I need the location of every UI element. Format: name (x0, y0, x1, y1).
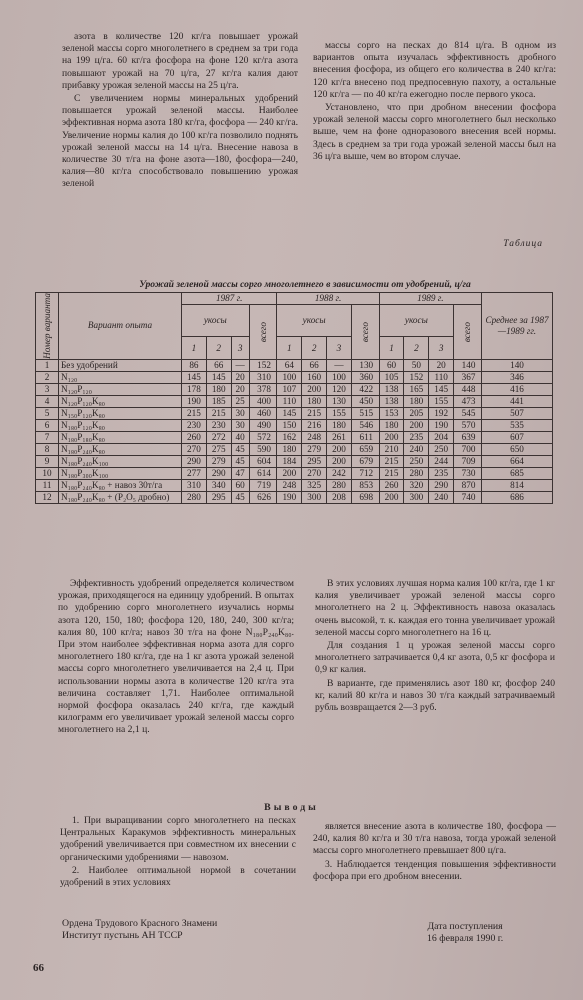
average-cell: 416 (482, 383, 553, 395)
yield-cell: 200 (302, 383, 327, 395)
yield-cell: 47 (231, 467, 249, 479)
variant-cell: N₁₈₀P₂₄₀K₈₀ + навоз 30т/га (59, 479, 182, 491)
yield-cell: 626 (249, 491, 277, 503)
yield-cell: 590 (249, 443, 277, 455)
paragraph: Для создания 1 ц урожая зеленой массы сорго многолетнего затрачивается 0,4 кг азота, 0,5 кг фосфора и 0,9 кг калия. (315, 640, 555, 676)
conclusion-item: 2. Наиболее оптимальной нормой в сочетании удобрений в этих условиях (60, 864, 296, 889)
average-cell: 686 (482, 491, 553, 503)
yield-cell: 200 (327, 455, 352, 467)
variant-cell: N₁₈₀P₂₄₀K₈₀ (59, 443, 182, 455)
yield-cell: 325 (302, 479, 327, 491)
header-cut-number: 2 (206, 337, 231, 360)
header-cut-number: 1 (182, 337, 207, 360)
institute-line: Институт пустынь АН ТССР (62, 930, 183, 941)
header-total: всего (351, 305, 379, 360)
yield-cell: 200 (327, 443, 352, 455)
yield-cell: 20 (429, 359, 454, 371)
average-cell: 607 (482, 431, 553, 443)
yield-cell: 279 (302, 443, 327, 455)
yield-cell: 448 (454, 383, 482, 395)
yield-cell: 30 (231, 407, 249, 419)
paragraph: Установлено, что при дробном внесении фосфора урожай зеленой массы сорго многолетнего был несколько выше, чем на фоне одноразового внесения всей нормы. Здесь в среднем за три года урожай зеленой массы был на 36 ц/га выше, чем во втором случае. (313, 102, 556, 162)
yield-cell: 490 (249, 419, 277, 431)
yield-cell: 145 (206, 371, 231, 383)
table-title: Урожай зеленой массы сорго многолетнего в зависимости от удобрений, ц/га (139, 279, 471, 290)
yield-cell: 378 (249, 383, 277, 395)
header-cut-number: 2 (302, 337, 327, 360)
yield-cell: 178 (182, 383, 207, 395)
yield-cell: 138 (379, 395, 404, 407)
yield-cell: 110 (277, 395, 302, 407)
header-year-1989: 1989 г. (379, 293, 481, 305)
conclusions-column-right (313, 821, 556, 884)
yield-cell: 190 (182, 395, 207, 407)
yield-cell: 190 (429, 419, 454, 431)
yield-cell: 107 (277, 383, 302, 395)
yield-cell: 200 (379, 431, 404, 443)
variant-cell: N₁₂₀ (59, 371, 182, 383)
variant-cell: N₁₈₀P₂₄₀K₈₀ + (P₂O₅ дробно) (59, 491, 182, 503)
yield-cell: 184 (277, 455, 302, 467)
yield-cell: 130 (351, 359, 379, 371)
yield-cell: 422 (351, 383, 379, 395)
header-cut-number: 2 (404, 337, 429, 360)
yield-cell: 639 (454, 431, 482, 443)
yield-cell: 611 (351, 431, 379, 443)
yield-cell: 242 (327, 467, 352, 479)
yield-cell: 130 (327, 395, 352, 407)
yield-cell: 250 (404, 455, 429, 467)
yield-cell: 250 (429, 443, 454, 455)
yield-cell: 138 (379, 383, 404, 395)
yield-cell: 261 (327, 431, 352, 443)
variant-number-cell: 2 (36, 371, 59, 383)
institute-affiliation (62, 918, 217, 942)
yield-cell: 260 (182, 431, 207, 443)
header-total: всего (454, 305, 482, 360)
yield-cell: 235 (404, 431, 429, 443)
yield-cell: 204 (429, 431, 454, 443)
yield-cell: 698 (351, 491, 379, 503)
yield-cell: 230 (206, 419, 231, 431)
yield-cell: 216 (302, 419, 327, 431)
paragraph: С увеличением нормы минеральных удобрений повышается урожай зеленой массы. Наиболее эффективная норма азота 180 кг/га, фосфора — 240 кг/га. Увеличение нормы калия до 100 кг/га позволило поднять урожай зеленой массы на 14 ц/га. Внесение навоза в количестве 30 т/га на фоне азота—180, фосфора—240, калия—80 кг/га способствовало повышению урожая зеленой (62, 93, 298, 190)
average-cell: 664 (482, 455, 553, 467)
yield-cell: — (231, 359, 249, 371)
yield-cell: 45 (231, 455, 249, 467)
variant-number-cell: 7 (36, 431, 59, 443)
yield-cell: 145 (429, 383, 454, 395)
yield-cell: 215 (379, 455, 404, 467)
paragraph: массы сорго на песках до 814 ц/га. В одном из вариантов опыта изучалась эффективность дробного внесения фосфора, из общего его количества в 240 кг/га: 120 кг/га внесено под предпосевную пахоту, а остальные 120 кг/га — по 40 кг/га ежегодно после первого укоса. (313, 40, 556, 100)
paragraph: В варианте, где применялись азот 180 кг, фосфор 240 кг, калий 80 кг/га и навоз 30 т/га каждый затрачиваемый рубль возвращается 2—3 руб. (315, 677, 555, 714)
yield-cell: 340 (206, 479, 231, 491)
yield-cell: 679 (351, 455, 379, 467)
yield-cell: 152 (249, 359, 277, 371)
yield-cell: 180 (302, 395, 327, 407)
yield-cell: 152 (404, 371, 429, 383)
yield-cell: 160 (302, 371, 327, 383)
average-cell: 650 (482, 443, 553, 455)
yield-cell: 310 (182, 479, 207, 491)
yield-cell: 853 (351, 479, 379, 491)
yield-cell: 280 (182, 491, 207, 503)
yield-cell: 60 (231, 479, 249, 491)
table-row (36, 467, 553, 479)
yield-cell: 86 (182, 359, 207, 371)
page-number: 66 (33, 962, 44, 974)
yield-cell: 180 (404, 395, 429, 407)
yield-cell: 155 (429, 395, 454, 407)
yield-cell: 712 (351, 467, 379, 479)
yield-cell: 66 (302, 359, 327, 371)
table-row (36, 419, 553, 431)
average-cell: 140 (482, 359, 553, 371)
yield-cell: 290 (429, 479, 454, 491)
yield-cell: 153 (379, 407, 404, 419)
yield-cell: 105 (379, 371, 404, 383)
table-row (36, 455, 553, 467)
yield-cell: 200 (277, 467, 302, 479)
received-date (427, 921, 503, 945)
yield-cell: 66 (206, 359, 231, 371)
yield-cell: 730 (454, 467, 482, 479)
table-row (36, 371, 553, 383)
yield-cell: 20 (231, 383, 249, 395)
yield-cell: 162 (277, 431, 302, 443)
average-cell: 814 (482, 479, 553, 491)
yield-cell: 272 (206, 431, 231, 443)
variant-number-cell: 6 (36, 419, 59, 431)
header-cut-number: 3 (327, 337, 352, 360)
yield-cell: 290 (182, 455, 207, 467)
table-row (36, 407, 553, 419)
yield-cell: 215 (206, 407, 231, 419)
yield-cell: 244 (429, 455, 454, 467)
table-row (36, 383, 553, 395)
yield-cell: 295 (302, 455, 327, 467)
received-value: 16 февраля 1990 г. (427, 933, 504, 944)
yield-cell: 260 (379, 479, 404, 491)
table-row (36, 359, 553, 371)
yield-cell: 150 (277, 419, 302, 431)
yield-cell: 45 (231, 491, 249, 503)
variant-number-cell: 4 (36, 395, 59, 407)
yield-cell: 215 (302, 407, 327, 419)
text-column-middle-right (315, 578, 555, 715)
yield-cell: 279 (206, 455, 231, 467)
yield-cell: 275 (206, 443, 231, 455)
yield-cell: 180 (327, 419, 352, 431)
average-cell: 507 (482, 407, 553, 419)
average-cell: 441 (482, 395, 553, 407)
yield-cell: 270 (182, 443, 207, 455)
text-column-top-left (62, 31, 298, 192)
yield-cell: 185 (206, 395, 231, 407)
yield-cell: 870 (454, 479, 482, 491)
yield-cell: 614 (249, 467, 277, 479)
yield-cell: 210 (379, 443, 404, 455)
variant-number-cell: 12 (36, 491, 59, 503)
yield-cell: 659 (351, 443, 379, 455)
paragraph: азота в количестве 120 кг/га повышает урожай зеленой массы сорго многолетнего в среднем за три года на 199 ц/га. 60 кг/га фосфора на фоне 120 кг/га азота повышают урожай на 70 ц/га, 27 кг/га калия дают прибавку урожая зеленой массы на 25 ц/га. (62, 31, 298, 91)
institute-line: Ордена Трудового Красного Знамени (62, 918, 218, 929)
yield-cell: 473 (454, 395, 482, 407)
average-cell: 535 (482, 419, 553, 431)
header-year-1988: 1988 г. (277, 293, 379, 305)
yield-cell: 205 (404, 407, 429, 419)
yield-cell: 45 (231, 443, 249, 455)
yield-cell: 50 (404, 359, 429, 371)
yield-cell: 100 (277, 371, 302, 383)
yield-cell: 30 (231, 419, 249, 431)
variant-cell: Без удобрений (59, 359, 182, 371)
yield-cell: 295 (206, 491, 231, 503)
text-column-top-right (313, 40, 556, 164)
header-cuts: укосы (379, 305, 453, 337)
yield-cell: 240 (429, 491, 454, 503)
yield-cell: 460 (249, 407, 277, 419)
table-row (36, 395, 553, 407)
yield-cell: 450 (351, 395, 379, 407)
conclusion-item: является внесение азота в количестве 180, фосфора — 240, калия 80 кг/га и 30 т/га навоза, тогда урожай зеленой массы сорго многолетнего превышает 800 ц/га. (313, 821, 556, 857)
table-row (36, 479, 553, 491)
yield-cell: 20 (231, 371, 249, 383)
header-cut-number: 3 (429, 337, 454, 360)
header-year-1987: 1987 г. (182, 293, 277, 305)
yield-cell: 270 (302, 467, 327, 479)
paragraph: Эффективность удобрений определяется количеством урожая, приходящегося на единицу удобрений. В опытах по удобрению сорго многолетнего изучались нормы азота 120, 150, 180; фосфора 120, 180, 240, 300 кг/га; калия 80, 100 кг/га; навоз 30 т/га на фоне N₁₈₀P₂₄₀K₈₀. При этом наиболее эффективная норма азота для сорго многолетнего 180 кг/га, где на 1 кг азота урожай зеленой массы сорго многолетнего увеличивается на 2,4 ц. При использовании нормы азота в количестве 120 кг/га эта величина составляет 1,71. Наиболее оптимальной нормой фосфора оказалась 240 кг/га, где каждый килограмм его увеличивает урожай зеленой массы сорго многолетнего на 2,1 ц. (58, 578, 294, 736)
yield-cell: 740 (454, 491, 482, 503)
variant-number-cell: 9 (36, 455, 59, 467)
header-cut-number: 3 (231, 337, 249, 360)
table-row (36, 443, 553, 455)
yield-cell: 300 (302, 491, 327, 503)
yield-cell: 515 (351, 407, 379, 419)
variant-number-cell: 5 (36, 407, 59, 419)
yield-cell: 180 (379, 419, 404, 431)
yield-cell: 709 (454, 455, 482, 467)
yield-cell: 700 (454, 443, 482, 455)
yield-cell: 300 (404, 491, 429, 503)
yield-cell: 180 (206, 383, 231, 395)
yield-cell: 215 (379, 467, 404, 479)
yield-cell: 400 (249, 395, 277, 407)
yield-cell: 367 (454, 371, 482, 383)
yield-cell: 200 (404, 419, 429, 431)
paragraph: В этих условиях лучшая норма калия 100 кг/га, где 1 кг калия увеличивает урожай зеленой массы сорго многолетнего на 2 ц. Эффективность навоза оказалась очень высокой, т. к. каждая его тонна увеличивает урожай зеленой массы сорго многолетнего на 16 ц. (315, 578, 555, 638)
yield-cell: 277 (182, 467, 207, 479)
variant-cell: N₁₂₀P₁₂₀K₈₀ (59, 395, 182, 407)
conclusions-column-left (60, 815, 296, 890)
yield-cell: 140 (454, 359, 482, 371)
variant-cell: N₁₈₀P₁₈₀K₈₀ (59, 431, 182, 443)
variant-number-cell: 11 (36, 479, 59, 491)
yield-cell: 40 (231, 431, 249, 443)
variant-cell: N₁₈₀P₃₀₀K₁₀₀ (59, 467, 182, 479)
yield-cell: 120 (327, 383, 352, 395)
yield-table (35, 292, 553, 504)
yield-cell: 310 (249, 371, 277, 383)
header-average: Среднее за 1987—1989 гг. (482, 293, 553, 360)
yield-cell: 190 (277, 491, 302, 503)
variant-cell: N₁₈₀P₁₂₀K₈₀ (59, 419, 182, 431)
variant-number-cell: 3 (36, 383, 59, 395)
yield-cell: 145 (277, 407, 302, 419)
yield-cell: 215 (182, 407, 207, 419)
header-total: всего (249, 305, 277, 360)
yield-cell: 545 (454, 407, 482, 419)
yield-cell: 280 (327, 479, 352, 491)
yield-cell: 240 (404, 443, 429, 455)
yield-cell: 290 (206, 467, 231, 479)
yield-cell: 155 (327, 407, 352, 419)
table-row (36, 491, 553, 503)
variant-number-cell: 8 (36, 443, 59, 455)
yield-cell: 180 (277, 443, 302, 455)
received-label: Дата поступления (427, 921, 503, 932)
table-body (36, 359, 553, 503)
yield-cell: 572 (249, 431, 277, 443)
yield-cell: 248 (277, 479, 302, 491)
text-column-middle-left (58, 578, 294, 738)
yield-cell: 192 (429, 407, 454, 419)
variant-number-cell: 1 (36, 359, 59, 371)
yield-cell: 235 (429, 467, 454, 479)
variant-cell: N₁₂₀P₁₂₀ (59, 383, 182, 395)
yield-cell: 360 (351, 371, 379, 383)
conclusion-item: 3. Наблюдается тенденция повышения эффективности фосфора при его дробном внесении. (313, 858, 556, 882)
yield-cell: 719 (249, 479, 277, 491)
yield-cell: 64 (277, 359, 302, 371)
average-cell: 685 (482, 467, 553, 479)
header-variant: Вариант опыта (59, 293, 182, 360)
header-cut-number: 1 (277, 337, 302, 360)
yield-cell: 100 (327, 371, 352, 383)
header-cut-number: 1 (379, 337, 404, 360)
header-cuts: укосы (182, 305, 250, 337)
yield-cell: 110 (429, 371, 454, 383)
yield-cell: 248 (302, 431, 327, 443)
yield-cell: — (327, 359, 352, 371)
average-cell: 346 (482, 371, 553, 383)
yield-cell: 546 (351, 419, 379, 431)
variant-number-cell: 10 (36, 467, 59, 479)
header-variant-number: Номер варианта (36, 293, 59, 360)
variant-cell: N₁₅₀P₁₂₀K₈₀ (59, 407, 182, 419)
conclusions-heading: Выводы (264, 802, 319, 813)
yield-cell: 200 (379, 491, 404, 503)
yield-cell: 25 (231, 395, 249, 407)
table-row (36, 431, 553, 443)
yield-cell: 145 (182, 371, 207, 383)
conclusion-item: 1. При выращивании сорго многолетнего на песках Центральных Каракумов эффективность минеральных удобрений увеличивается при совместном их внесении с органическими удобрениями — навозом. (60, 815, 296, 863)
yield-cell: 60 (379, 359, 404, 371)
variant-cell: N₁₈₀P₂₄₀K₁₀₀ (59, 455, 182, 467)
table-label: Таблица (503, 239, 543, 249)
yield-cell: 280 (404, 467, 429, 479)
yield-cell: 208 (327, 491, 352, 503)
yield-cell: 570 (454, 419, 482, 431)
yield-cell: 230 (182, 419, 207, 431)
yield-cell: 165 (404, 383, 429, 395)
yield-cell: 320 (404, 479, 429, 491)
header-cuts: укосы (277, 305, 351, 337)
yield-cell: 604 (249, 455, 277, 467)
